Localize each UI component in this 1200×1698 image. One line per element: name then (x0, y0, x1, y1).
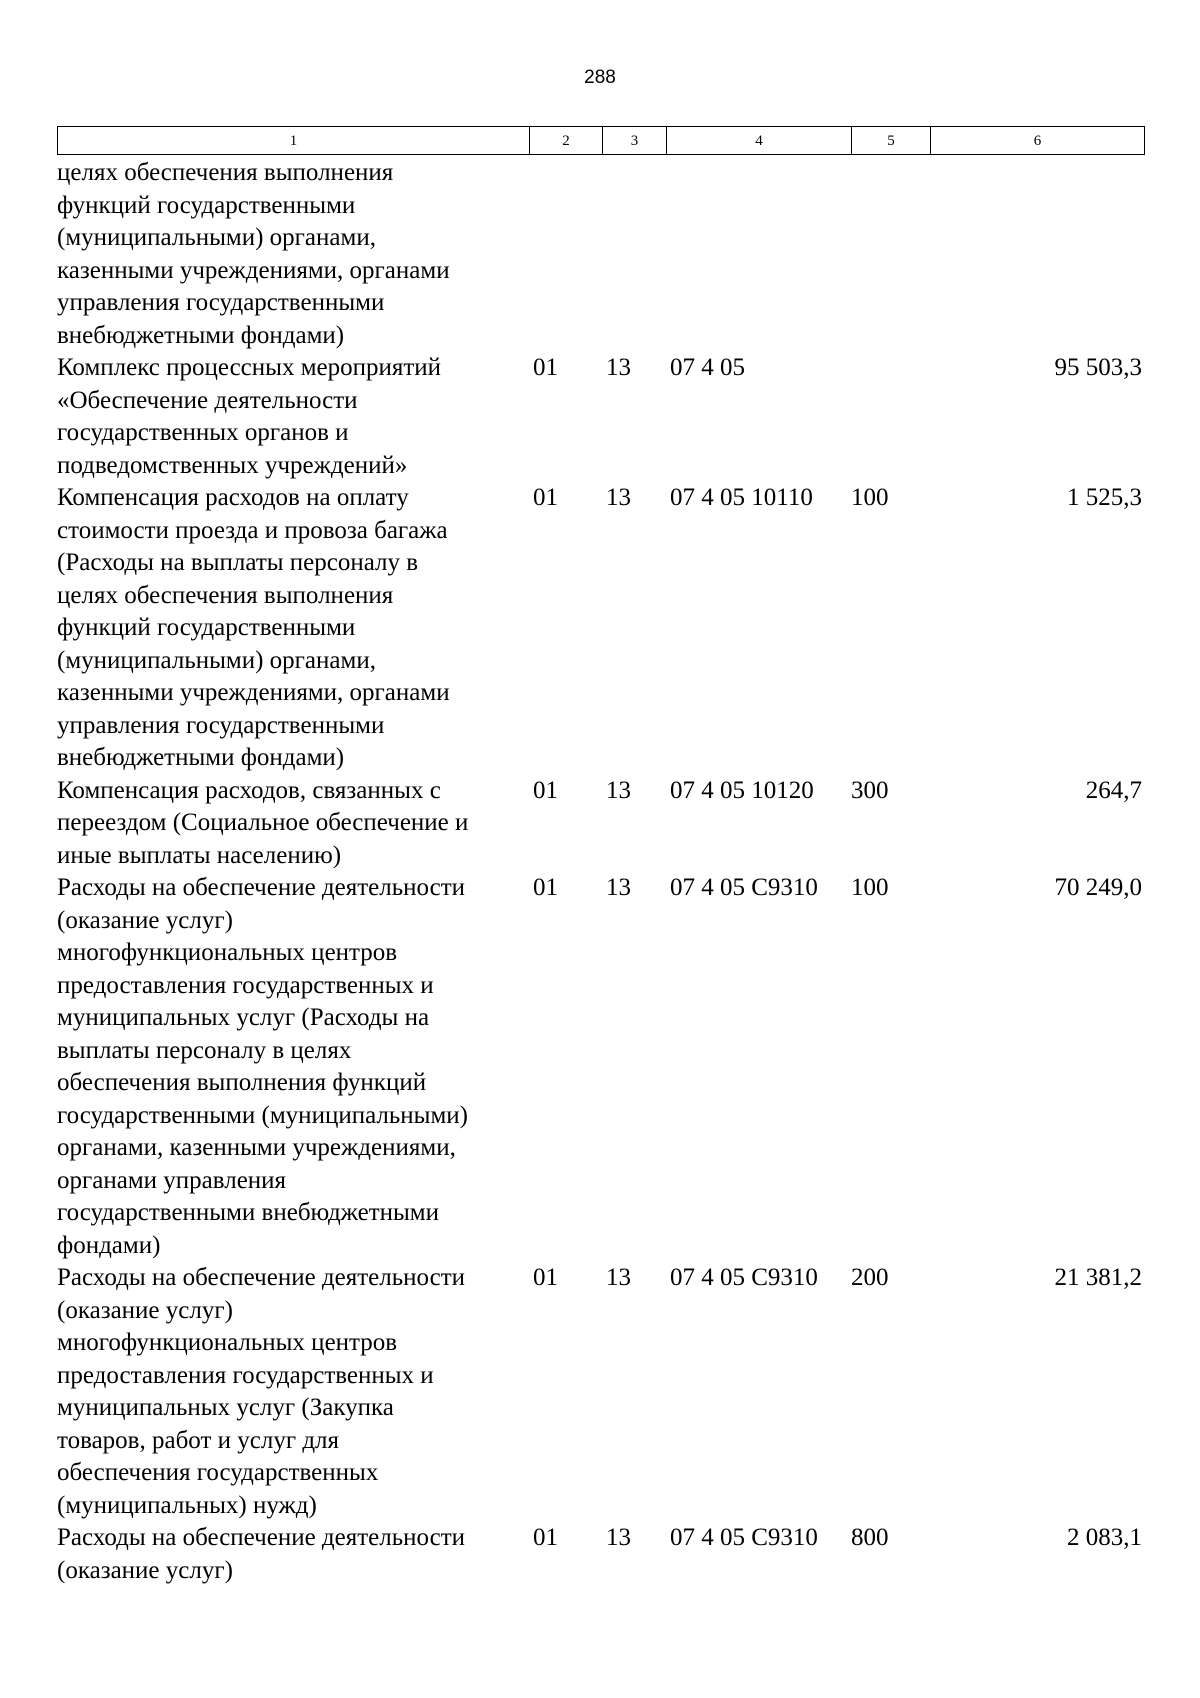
section-code: 01 (533, 874, 558, 901)
description-line: государственными (муниципальными) (57, 1101, 468, 1129)
row-description (57, 482, 529, 775)
description-line: Расходы на обеспечение деятельности (57, 874, 466, 901)
description-line: Комплекс процессных мероприятий (57, 354, 442, 381)
subsection-code: 13 (606, 354, 631, 381)
description-line: управления государственными (57, 289, 385, 316)
row-description (57, 1522, 529, 1587)
description-line: Компенсация расходов на оплату (57, 484, 409, 511)
target-article-code: 07 4 05 10110 (670, 484, 813, 511)
description-line: Расходы на обеспечение деятельности (57, 1524, 466, 1551)
description-line: муниципальных услуг (Закупка (57, 1394, 394, 1421)
amount: 264,7 (1085, 776, 1142, 804)
target-article-code: 07 4 05 С9310 (670, 1264, 818, 1291)
column-header-6: 6 (931, 127, 1145, 155)
description-line: многофункциональных центров (57, 939, 398, 966)
description-line: целях обеспечения выполнения (57, 581, 394, 609)
target-article-code: 07 4 05 (670, 354, 745, 381)
section-code: 01 (533, 484, 558, 511)
section-code: 01 (533, 1264, 558, 1291)
target-article-code: 07 4 05 С9310 (670, 874, 818, 901)
section-code (529, 157, 602, 352)
amount (930, 157, 1144, 352)
description-line: (муниципальными) органами, (57, 224, 376, 251)
description-line: предоставления государственных и (57, 1361, 434, 1389)
description-line: стоимости проезда и провоза багажа (57, 516, 448, 544)
amount: 21 381,2 (1054, 1264, 1142, 1291)
subsection-code: 13 (606, 1264, 631, 1291)
description-line: Расходы на обеспечение деятельности (57, 1264, 466, 1291)
row-description (57, 872, 529, 1262)
section-code: 01 (533, 354, 558, 381)
column-header-4: 4 (667, 127, 852, 155)
subsection-code: 13 (606, 484, 631, 511)
description-line: государственных органов и (57, 419, 349, 446)
description-line: государственными внебюджетными (57, 1199, 440, 1226)
description-line: казенными учреждениями, органами (57, 256, 450, 284)
expense-type-code: 100 (851, 484, 889, 511)
description-line: «Обеспечение деятельности (57, 386, 358, 414)
description-line: Компенсация расходов, связанных с (57, 776, 441, 804)
subsection-code: 13 (606, 776, 631, 804)
table-row (57, 157, 1144, 352)
description-line: внебюджетными фондами) (57, 744, 345, 771)
description-line: целях обеспечения выполнения (57, 159, 394, 186)
table-row (57, 1522, 1144, 1587)
description-line: казенными учреждениями, органами (57, 679, 450, 706)
column-header-row (58, 127, 1145, 155)
table-row (57, 775, 1144, 873)
description-line: товаров, работ и услуг для (57, 1426, 340, 1454)
expense-type-code: 200 (851, 1264, 889, 1291)
section-code: 01 (533, 1524, 558, 1551)
description-line: муниципальных услуг (Расходы на (57, 1004, 430, 1031)
subsection-code: 13 (606, 1524, 631, 1551)
column-header-3: 3 (603, 127, 667, 155)
budget-table (57, 157, 1144, 1587)
expense-type-code: 100 (851, 874, 889, 901)
description-line: многофункциональных центров (57, 1329, 398, 1356)
description-line: (Расходы на выплаты персоналу в (57, 549, 419, 576)
row-description (57, 352, 529, 482)
row-description (57, 157, 529, 352)
description-line: (оказание услуг) (57, 1296, 233, 1324)
description-line: переездом (Социальное обеспечение и (57, 809, 469, 836)
column-header-1: 1 (58, 127, 530, 155)
target-article-code: 07 4 05 С9310 (670, 1524, 818, 1551)
description-line: (муниципальных) нужд) (57, 1491, 317, 1519)
expense-type-code: 300 (851, 776, 889, 804)
description-line: иные выплаты населению) (57, 841, 342, 869)
subsection-code (602, 157, 666, 352)
target-article-code (666, 157, 851, 352)
column-header-5: 5 (852, 127, 931, 155)
description-line: органами управления (57, 1166, 287, 1194)
description-line: функций государственными (57, 614, 356, 641)
row-description (57, 775, 529, 873)
page-number: 288 (584, 67, 616, 88)
table-row (57, 352, 1144, 482)
amount: 70 249,0 (1054, 874, 1142, 901)
amount: 1 525,3 (1067, 484, 1142, 511)
description-line: функций государственными (57, 191, 356, 219)
expense-type-code (851, 352, 930, 482)
table-row (57, 482, 1144, 775)
description-line: внебюджетными фондами) (57, 321, 345, 349)
description-line: (оказание услуг) (57, 1556, 233, 1584)
amount: 95 503,3 (1054, 354, 1142, 381)
description-line: обеспечения выполнения функций (57, 1069, 427, 1096)
target-article-code: 07 4 05 10120 (670, 776, 814, 804)
description-line: фондами) (57, 1231, 161, 1259)
table-row (57, 872, 1144, 1262)
column-header-table (57, 126, 1145, 155)
budget-table-body (57, 157, 1144, 1587)
row-description (57, 1262, 529, 1522)
column-header-2: 2 (530, 127, 603, 155)
amount: 2 083,1 (1067, 1524, 1142, 1551)
description-line: предоставления государственных и (57, 971, 434, 999)
expense-type-code: 800 (851, 1524, 889, 1551)
subsection-code: 13 (606, 874, 631, 901)
expense-type-code (851, 157, 930, 352)
description-line: органами, казенными учреждениями, (57, 1134, 456, 1161)
description-line: выплаты персоналу в целях (57, 1036, 352, 1064)
table-row (57, 1262, 1144, 1522)
description-line: управления государственными (57, 711, 385, 739)
section-code: 01 (533, 776, 558, 804)
description-line: (муниципальными) органами, (57, 646, 376, 674)
description-line: обеспечения государственных (57, 1459, 379, 1486)
description-line: (оказание услуг) (57, 906, 233, 934)
description-line: подведомственных учреждений» (57, 451, 408, 479)
